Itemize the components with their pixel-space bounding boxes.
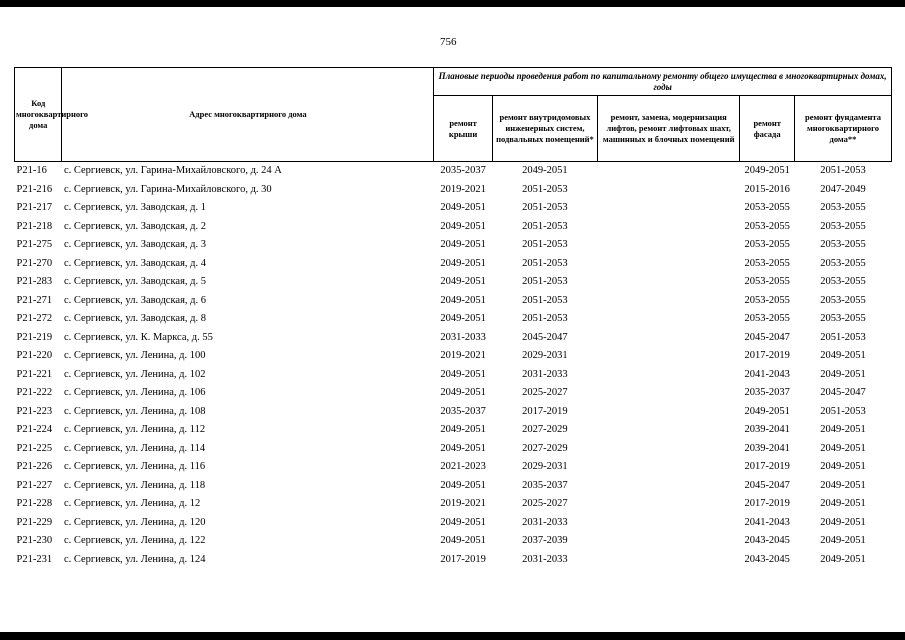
cell-systems: 2029-2031 <box>522 461 568 473</box>
cell-elevators <box>597 292 739 311</box>
cell-systems: 2027-2029 <box>522 442 568 454</box>
cell-roof: 2049-2051 <box>440 424 486 436</box>
cell-address: с. Сергиевск, ул. Ленина, д. 118 <box>63 479 206 491</box>
cell-elevators <box>597 421 739 440</box>
cell-code: Р21-223 <box>16 405 53 417</box>
cell-roof: 2049-2051 <box>440 202 486 214</box>
header-elevators: ремонт, замена, модернизация лифтов, ремонт лифтовых шахт, машинных и блочных помещений <box>597 96 739 162</box>
cell-facade: 2039-2041 <box>744 424 790 436</box>
cell-systems: 2031-2033 <box>522 368 568 380</box>
cell-elevators <box>597 347 739 366</box>
cell-roof: 2031-2033 <box>440 331 486 343</box>
table-row <box>15 384 892 403</box>
cell-foundation: 2049-2051 <box>820 479 866 491</box>
table-row <box>15 495 892 514</box>
cell-systems: 2051-2053 <box>522 220 568 232</box>
cell-systems: 2027-2029 <box>522 424 568 436</box>
cell-address: с. Сергиевск, ул. Гарина-Михайловского, д. 30 <box>63 183 272 195</box>
cell-foundation: 2053-2055 <box>820 276 866 288</box>
table-row <box>15 440 892 459</box>
cell-foundation: 2051-2053 <box>794 162 891 181</box>
cell-address: с. Сергиевск, ул. Заводская, д. 4 <box>63 257 206 269</box>
cell-foundation: 2053-2055 <box>820 294 866 306</box>
cell-code: Р21-220 <box>16 350 53 362</box>
header-systems: ремонт внутридомовых инженерных систем, подвальных помещений* <box>492 96 597 162</box>
cell-address: с. Сергиевск, ул. Ленина, д. 108 <box>63 405 206 417</box>
cell-code: Р21-272 <box>16 313 53 325</box>
cell-systems: 2051-2053 <box>522 202 568 214</box>
cell-address: с. Сергиевск, ул. Заводская, д. 3 <box>63 239 206 251</box>
cell-roof: 2019-2021 <box>440 498 486 510</box>
cell-roof: 2035-2037 <box>440 405 486 417</box>
cell-systems: 2049-2051 <box>492 162 597 181</box>
cell-facade: 2053-2055 <box>744 294 790 306</box>
cell-code: Р21-226 <box>16 461 53 473</box>
cell-code: Р21-218 <box>16 220 53 232</box>
cell-foundation: 2049-2051 <box>820 350 866 362</box>
cell-systems: 2051-2053 <box>522 276 568 288</box>
cell-address: с. Сергиевск, ул. Ленина, д. 112 <box>63 424 206 436</box>
cell-systems: 2031-2033 <box>522 553 568 565</box>
page-number: 756 <box>440 36 457 48</box>
cell-address: с. Сергиевск, ул. Ленина, д. 106 <box>63 387 206 399</box>
cell-facade: 2043-2045 <box>744 535 790 547</box>
cell-foundation: 2049-2051 <box>820 442 866 454</box>
cell-elevators <box>597 199 739 218</box>
cell-foundation: 2053-2055 <box>820 239 866 251</box>
cell-code: Р21-229 <box>16 516 53 528</box>
cell-address: с. Сергиевск, ул. К. Маркса, д. 55 <box>63 331 213 343</box>
cell-code: Р21-227 <box>16 479 53 491</box>
cell-elevators <box>597 440 739 459</box>
cell-foundation: 2049-2051 <box>820 424 866 436</box>
cell-code: Р21-230 <box>16 535 53 547</box>
cell-roof: 2049-2051 <box>440 239 486 251</box>
table-row <box>15 366 892 385</box>
table-row <box>15 273 892 292</box>
cell-facade: 2017-2019 <box>744 461 790 473</box>
table-row <box>15 514 892 533</box>
cell-roof: 2049-2051 <box>440 535 486 547</box>
cell-code: Р21-271 <box>16 294 53 306</box>
cell-facade: 2045-2047 <box>744 479 790 491</box>
table-row <box>15 347 892 366</box>
cell-facade: 2045-2047 <box>744 331 790 343</box>
cell-elevators <box>597 310 739 329</box>
cell-elevators <box>597 366 739 385</box>
table-row <box>15 236 892 255</box>
table-row <box>15 181 892 200</box>
cell-elevators <box>597 403 739 422</box>
cell-foundation: 2051-2053 <box>820 405 866 417</box>
cell-facade: 2053-2055 <box>744 239 790 251</box>
table-row <box>15 292 892 311</box>
cell-roof: 2019-2021 <box>440 350 486 362</box>
cell-facade: 2053-2055 <box>744 276 790 288</box>
cell-address: с. Сергиевск, ул. Заводская, д. 2 <box>63 220 206 232</box>
cell-elevators <box>597 273 739 292</box>
cell-elevators <box>597 458 739 477</box>
cell-systems: 2029-2031 <box>522 350 568 362</box>
cell-elevators <box>597 255 739 274</box>
cell-facade: 2017-2019 <box>744 350 790 362</box>
cell-foundation: 2053-2055 <box>820 202 866 214</box>
cell-facade: 2053-2055 <box>744 257 790 269</box>
cell-systems: 2051-2053 <box>522 183 568 195</box>
cell-elevators <box>597 384 739 403</box>
cell-address: с. Сергиевск, ул. Ленина, д. 114 <box>63 442 206 454</box>
cell-elevators <box>597 218 739 237</box>
cell-address: с. Сергиевск, ул. Ленина, д. 122 <box>63 535 206 547</box>
cell-code: Р21-16 <box>15 162 62 181</box>
cell-address: с. Сергиевск, ул. Ленина, д. 120 <box>63 516 206 528</box>
cell-address: с. Сергиевск, ул. Ленина, д. 100 <box>63 350 206 362</box>
cell-foundation: 2049-2051 <box>820 461 866 473</box>
cell-roof: 2017-2019 <box>440 553 486 565</box>
table-row <box>15 551 892 570</box>
cell-address: с. Сергиевск, ул. Ленина, д. 12 <box>63 498 201 510</box>
cell-address: с. Сергиевск, ул. Заводская, д. 8 <box>63 313 206 325</box>
table-row <box>15 199 892 218</box>
cell-code: Р21-219 <box>16 331 53 343</box>
cell-roof: 2049-2051 <box>440 442 486 454</box>
cell-roof: 2019-2021 <box>440 183 486 195</box>
cell-elevators <box>597 514 739 533</box>
cell-roof: 2049-2051 <box>440 257 486 269</box>
cell-address: с. Сергиевск, ул. Заводская, д. 6 <box>63 294 206 306</box>
cell-roof: 2049-2051 <box>440 387 486 399</box>
header-code: Код многоквартирного дома <box>15 68 62 162</box>
table-row <box>15 329 892 348</box>
table-row <box>15 477 892 496</box>
cell-systems: 2051-2053 <box>522 239 568 251</box>
header-roof: ремонт крыши <box>434 96 493 162</box>
cell-facade: 2053-2055 <box>744 220 790 232</box>
table-row <box>15 532 892 551</box>
cell-elevators <box>597 181 739 200</box>
cell-foundation: 2045-2047 <box>820 387 866 399</box>
cell-foundation: 2053-2055 <box>820 257 866 269</box>
cell-roof: 2035-2037 <box>434 162 493 181</box>
cell-roof: 2049-2051 <box>440 313 486 325</box>
cell-facade: 2043-2045 <box>744 553 790 565</box>
cell-roof: 2049-2051 <box>440 479 486 491</box>
cell-elevators <box>597 532 739 551</box>
cell-foundation: 2053-2055 <box>820 313 866 325</box>
table-row <box>15 162 892 181</box>
cell-code: Р21-216 <box>16 183 53 195</box>
cell-elevators <box>597 162 739 181</box>
cell-facade: 2041-2043 <box>744 368 790 380</box>
cell-foundation: 2051-2053 <box>820 331 866 343</box>
cell-address: с. Сергиевск, ул. Гарина-Михайловского, д. 24 А <box>62 162 434 181</box>
cell-elevators <box>597 551 739 570</box>
cell-systems: 2051-2053 <box>522 313 568 325</box>
cell-address: с. Сергиевск, ул. Заводская, д. 1 <box>63 202 206 214</box>
cell-elevators <box>597 329 739 348</box>
cell-facade: 2039-2041 <box>744 442 790 454</box>
cell-roof: 2049-2051 <box>440 368 486 380</box>
header-facade: ремонт фасада <box>740 96 795 162</box>
cell-facade: 2049-2051 <box>740 162 795 181</box>
cell-roof: 2049-2051 <box>440 516 486 528</box>
cell-systems: 2031-2033 <box>522 516 568 528</box>
cell-elevators <box>597 495 739 514</box>
header-planned-periods: Плановые периоды проведения работ по капитальному ремонту общего имущества в многоквартирных домах, годы <box>434 68 892 96</box>
cell-elevators <box>597 236 739 255</box>
cell-foundation: 2049-2051 <box>820 368 866 380</box>
cell-systems: 2051-2053 <box>522 257 568 269</box>
repair-schedule-table <box>14 67 892 569</box>
cell-code: Р21-222 <box>16 387 53 399</box>
cell-roof: 2049-2051 <box>440 220 486 232</box>
cell-facade: 2041-2043 <box>744 516 790 528</box>
cell-code: Р21-221 <box>16 368 53 380</box>
table-row <box>15 218 892 237</box>
cell-roof: 2049-2051 <box>440 276 486 288</box>
cell-address: с. Сергиевск, ул. Ленина, д. 124 <box>63 553 206 565</box>
cell-elevators <box>597 477 739 496</box>
cell-foundation: 2053-2055 <box>820 220 866 232</box>
cell-facade: 2017-2019 <box>744 498 790 510</box>
cell-roof: 2021-2023 <box>440 461 486 473</box>
table-row <box>15 458 892 477</box>
cell-foundation: 2047-2049 <box>820 183 866 195</box>
cell-code: Р21-275 <box>16 239 53 251</box>
cell-systems: 2017-2019 <box>522 405 568 417</box>
header-address: Адрес многоквартирного дома <box>62 68 434 162</box>
top-scan-border <box>0 0 905 7</box>
bottom-scan-border <box>0 632 905 640</box>
cell-facade: 2053-2055 <box>744 202 790 214</box>
cell-code: Р21-231 <box>16 553 53 565</box>
cell-facade: 2015-2016 <box>744 183 790 195</box>
cell-foundation: 2049-2051 <box>820 553 866 565</box>
cell-code: Р21-283 <box>16 276 53 288</box>
cell-code: Р21-270 <box>16 257 53 269</box>
cell-code: Р21-225 <box>16 442 53 454</box>
cell-code: Р21-228 <box>16 498 53 510</box>
cell-facade: 2035-2037 <box>744 387 790 399</box>
cell-address: с. Сергиевск, ул. Заводская, д. 5 <box>63 276 206 288</box>
cell-facade: 2053-2055 <box>744 313 790 325</box>
cell-systems: 2037-2039 <box>522 535 568 547</box>
cell-facade: 2049-2051 <box>744 405 790 417</box>
cell-roof: 2049-2051 <box>440 294 486 306</box>
table-row <box>15 403 892 422</box>
header-foundation: ремонт фундамента многоквартирного дома** <box>794 96 891 162</box>
cell-foundation: 2049-2051 <box>820 498 866 510</box>
cell-address: с. Сергиевск, ул. Ленина, д. 116 <box>63 461 206 473</box>
cell-systems: 2045-2047 <box>522 331 568 343</box>
cell-address: с. Сергиевск, ул. Ленина, д. 102 <box>63 368 206 380</box>
cell-systems: 2051-2053 <box>522 294 568 306</box>
table-row <box>15 421 892 440</box>
cell-code: Р21-217 <box>16 202 53 214</box>
table-row <box>15 255 892 274</box>
cell-systems: 2025-2027 <box>522 387 568 399</box>
cell-systems: 2035-2037 <box>522 479 568 491</box>
cell-foundation: 2049-2051 <box>820 516 866 528</box>
table-row <box>15 310 892 329</box>
cell-code: Р21-224 <box>16 424 53 436</box>
cell-systems: 2025-2027 <box>522 498 568 510</box>
cell-foundation: 2049-2051 <box>820 535 866 547</box>
